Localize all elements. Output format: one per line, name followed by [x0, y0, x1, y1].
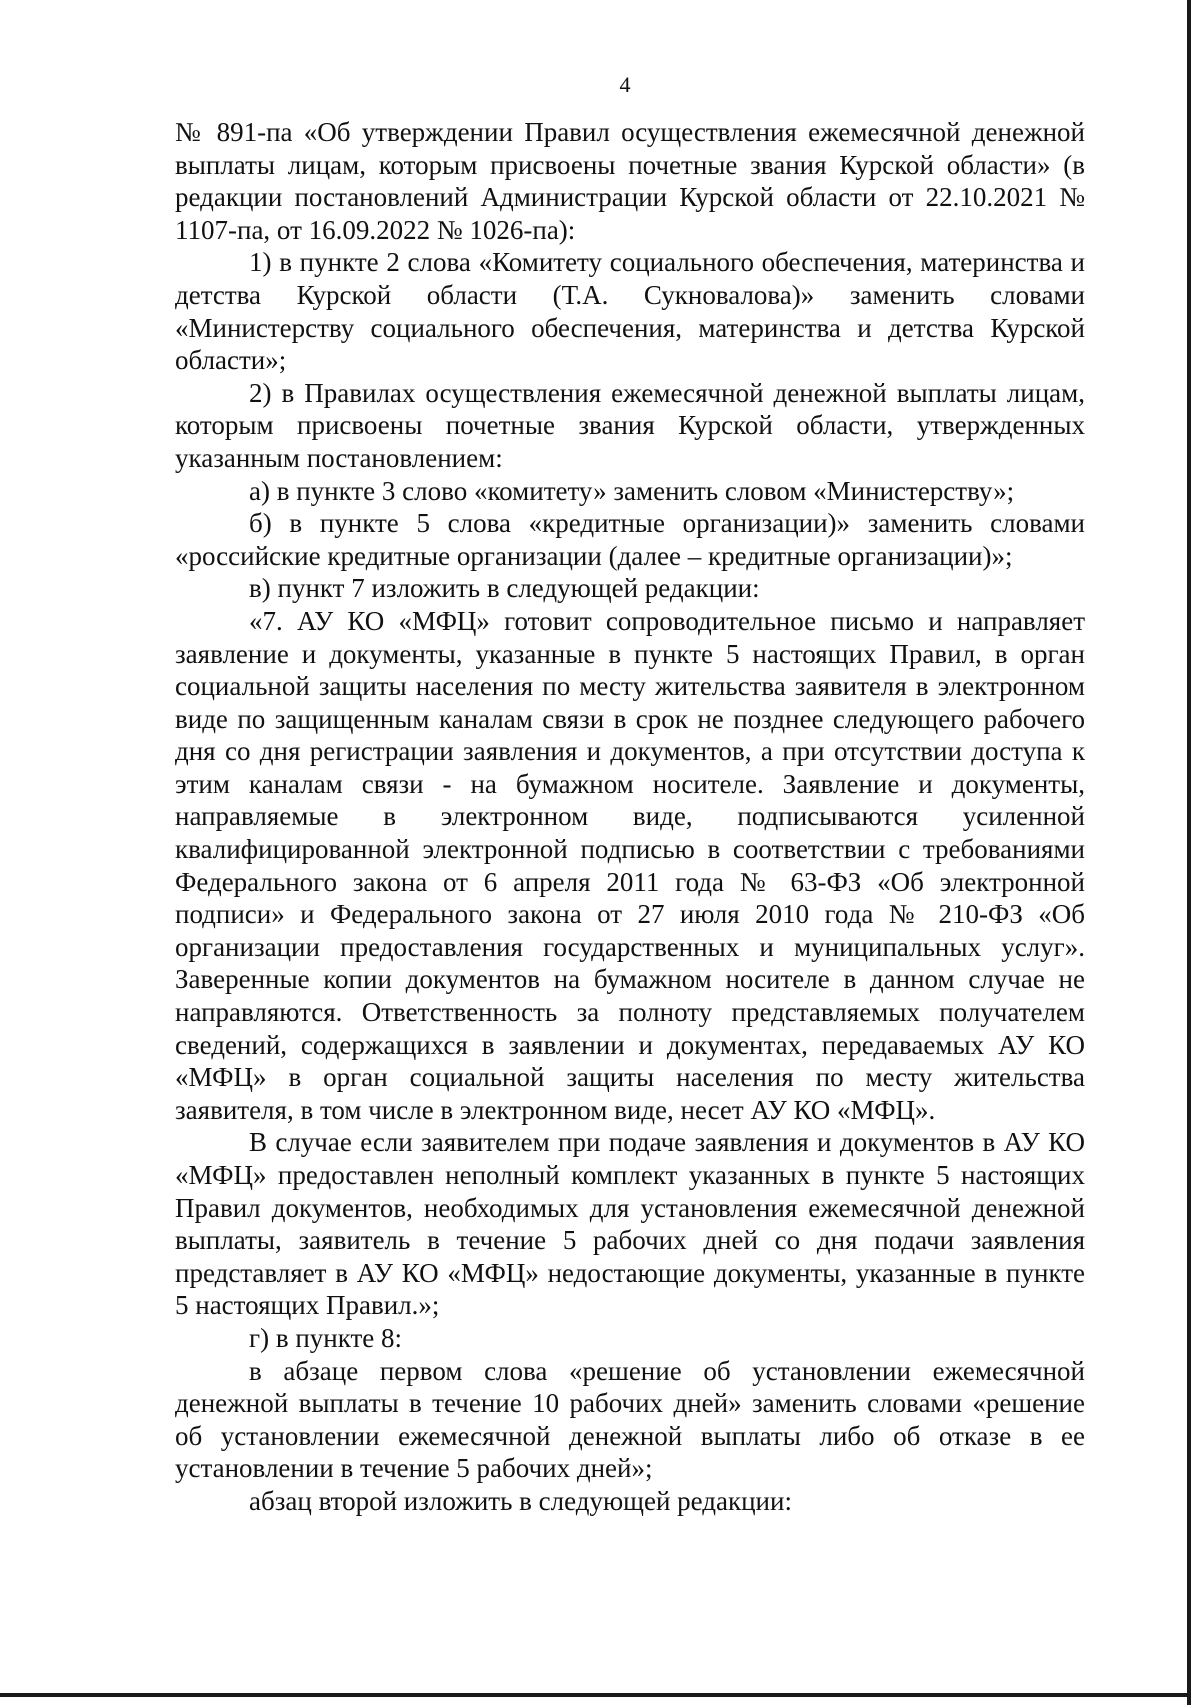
- paragraph-3: 2) в Правилах осуществления ежемесячной денежной выплаты лицам, которым присвоены почетные звания Курской области, утвержденных указанным постановлением:: [175, 377, 1085, 473]
- paragraph-5: б) в пункте 5 слова «кредитные организации)» заменить словами «российские кредитные организации (далее – кредитные организации)»;: [175, 508, 1085, 571]
- paragraph-11: абзац второй изложить в следующей редакции:: [249, 1485, 792, 1516]
- scan-edge-bottom: [0, 1693, 1191, 1697]
- scan-edge-right: [1187, 0, 1191, 1705]
- paragraph-2: 1) в пункте 2 слова «Комитету социального обеспечения, материнства и детства Курской области (Т.А. Сукновалова)» заменить словами «Министерству социального обеспечения, материнства и детства Курской области»;: [175, 247, 1085, 376]
- paragraph-1: № 891-па «Об утверждении Правил осуществления ежемесячной денежной выплаты лицам, которым присвоены почетные звания Курской области» (в редакции постановлений Администрации Курской области от 22.10.2021 № 1107-па, от 16.09.2022 № 1026-па):: [175, 117, 1085, 245]
- paragraph-7: «7. АУ КО «МФЦ» готовит сопроводительное письмо и направляет заявление и документы, указанные в пункте 5 настоящих Правил, в орган социальной защиты населения по месту жительства заявителя в электронном виде по защищенным каналам связи в срок не позднее следующего рабочего дня со дня регистрации заявления и документов, а при отсутствии доступа к этим каналам связи - на бумажном носителе. Заявление и документы, направляемые в электронном виде, подписываются усиленной квалифицированной электронной подписью в соответствии с требованиями Федерального закона от 6 апреля 2011 года № 63-ФЗ «Об электронной подписи» и Федерального закона от 27 июля 2010 года № 210-ФЗ «Об организации предоставления государственных и муниципальных услуг». Заверенные копии документов на бумажном носителе в данном случае не направляются. Ответственность за полноту представляемых получателем сведений, содержащихся в заявлении и документах, передаваемых АУ КО «МФЦ» в орган социальной защиты населения по месту жительства заявителя, в том числе в электронном виде, несет АУ КО «МФЦ».: [175, 605, 1085, 1125]
- document-body: [175, 116, 1085, 1518]
- page-number: 4: [619, 72, 631, 97]
- paragraph-4: а) в пункте 3 слово «комитету» заменить словом «Министерству»;: [249, 475, 1015, 506]
- paragraph-8: В случае если заявителем при подаче заявления и документов в АУ КО «МФЦ» предоставлен неполный комплект указанных в пункте 5 настоящих Правил документов, необходимых для установления ежемесячной денежной выплаты, заявитель в течение 5 рабочих дней со дня подачи заявления представляет в АУ КО «МФЦ» недостающие документы, указанные в пункте 5 настоящих Правил.»;: [175, 1127, 1085, 1321]
- paragraph-10: в абзаце первом слова «решение об установлении ежемесячной денежной выплаты в течение 10 рабочих дней» заменить словами «решение об установлении ежемесячной денежной выплаты либо об отказе в ее установлении в течение 5 рабочих дней»;: [175, 1355, 1085, 1484]
- paragraph-9: г) в пункте 8:: [249, 1322, 403, 1353]
- paragraph-6: в) пункт 7 изложить в следующей редакции:: [249, 573, 760, 604]
